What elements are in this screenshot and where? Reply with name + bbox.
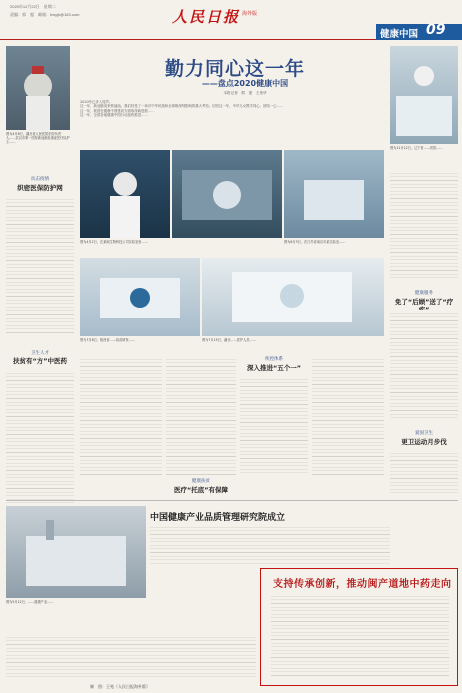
editor-line: 责编：郭 超 邮箱：hwyjk@163.com [10,12,80,17]
column-title: 织密医保防护网 [17,184,63,192]
vaccine-illustration [284,150,384,238]
photo-caption: 图为4月2日，在某地生物科技公司实验室里…… [80,240,148,244]
logo-subtitle: 海外版 [242,11,258,17]
bottom-article-title: 中国健康产业品质管理研究院成立 [150,513,286,523]
photo-medical-team [6,46,70,130]
boxed-article-title: 支持传承创新，推动闽产道地中药走向 [273,579,452,590]
newspaper-logo: 人民日报 [172,8,241,26]
lab-equipment-illustration [172,150,282,238]
column-text [312,356,384,476]
column-kicker: 疾控体系 [265,357,283,362]
section-divider [6,500,458,501]
bottom-article-body [150,524,390,564]
column-text [166,356,236,476]
photo-vaccine [284,150,384,238]
masthead [0,0,462,40]
column-text [6,370,74,520]
photo-bottom-left [202,258,384,336]
column-kicker: 抗击疫情 [31,177,49,182]
column-kicker: 健康服务 [415,291,433,296]
column-kicker: 爱国卫生 [415,431,433,436]
column-text [390,450,458,496]
column-text [240,376,308,476]
lab-worker-illustration [80,150,170,238]
photo-lab-worker [80,150,170,238]
photo-caption: 图为6月3日，在江苏省南京市某实验室…… [284,240,346,244]
photo-lab-equipment [172,150,282,238]
main-subtitle: ——盘点2020健康中国 [201,79,289,88]
column-text [390,310,458,420]
main-title: 勤力同心这一年 [164,58,305,80]
footer-credit: 制 图：王苑（人民日报海外版） [90,684,150,689]
photo-caption: 图为11月12日，辽宁省……医院…… [390,146,443,150]
byline: 本报记者 熊 建 王美华 [223,91,267,95]
factory-illustration [6,506,146,598]
page-number: 09 [426,22,446,38]
column-title: 医疗“托底”有保障 [173,486,229,494]
column-title: 更卫运动月步伐 [401,438,447,446]
photo-caption: 图为5月12日，……健康产业…… [6,600,54,604]
column-text [6,634,256,680]
lead-paragraph: 2020年已步入尾声。 这一年，新冠肺炎来势汹汹。我们经受了一场对中华民族和全球都深刻影响的重大考验。回首这一年，中华儿女携手同心、团结一心…… 这一年，我国在健康中国建设方面取得新进展…… 这一年，全国各地健康中国行动加快推进…… [80,100,284,118]
boxed-article-body [271,593,449,677]
photo-bottom-left [6,506,146,598]
medical-staff-illustration [80,258,200,336]
column-kicker: 健康扶贫 [192,479,210,484]
photo-caption: 图为7月8日，陕西省……疫苗研发…… [80,338,136,342]
column-text [390,170,458,280]
photo-caption: 图为4月8日，湖北省人民医院东院负责人……武汉市第一医院新冠肺炎重症医疗队护士…… [6,132,70,145]
boxed-article [260,568,458,686]
health-worker-illustration [202,258,384,336]
photo-caption: 图为7月15日，湖北……医护人员…… [202,338,256,342]
medical-team-illustration [6,46,70,130]
photo-medical-staff [80,258,200,336]
column-title: 扶贫有“方”中医药 [12,357,68,365]
column-text [6,196,74,336]
issue-date: 2020年12月22日 星期二 [10,4,56,9]
column-text [80,356,162,476]
column-title: 深入推进“五个一” [246,364,302,372]
photo-hospital-hall [390,46,458,144]
column-kicker: 卫生人才 [31,351,49,356]
column-title: 免了“后顾”送了“疗 [394,298,454,306]
hospital-illustration [390,46,458,144]
section-name: 健康中国 [380,29,419,40]
